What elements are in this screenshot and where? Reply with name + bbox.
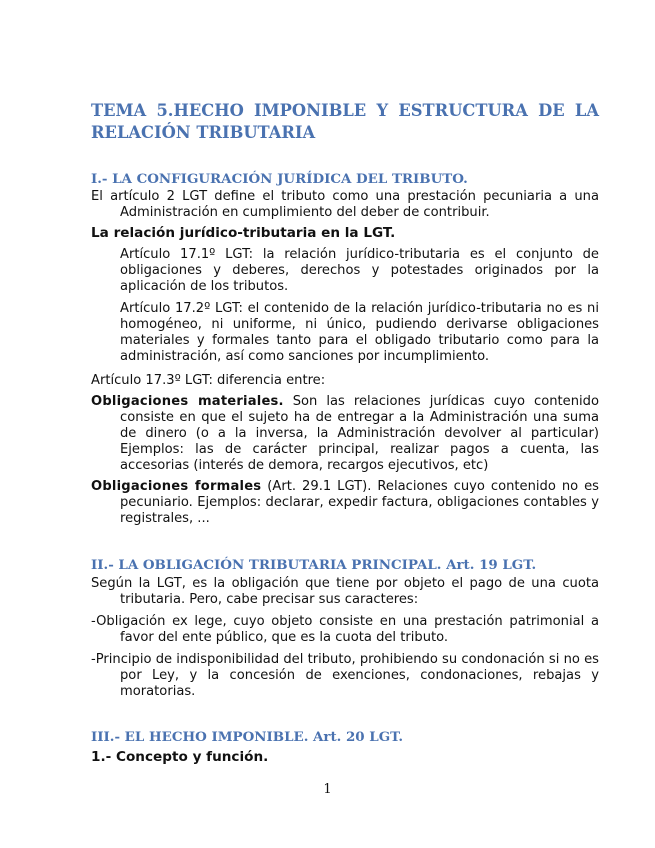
section-3 xyxy=(91,729,599,766)
section-2 xyxy=(91,557,599,700)
section-2-item-ex-lege: -Obligación ex lege, cuyo objeto consiste en una prestación patrimonial a favor del ente público, que es la cuota del tributo. xyxy=(91,614,599,645)
obligaciones-formales-label: Obligaciones formales xyxy=(91,479,262,494)
obligaciones-formales-text: (Art. 29.1 LGT). Relaciones cuyo contenido no es pecuniario. Ejemplos: declarar, expedir factura, obligaciones contables y registrales, ... xyxy=(120,479,600,526)
section-1 xyxy=(91,171,599,527)
page-number: 1 xyxy=(323,782,332,797)
document-page xyxy=(91,100,599,766)
article-17-3-paragraph: Artículo 17.3º LGT: diferencia entre: xyxy=(91,373,326,388)
obligaciones-materiales-label: Obligaciones materiales. xyxy=(91,394,284,409)
document-title: TEMA 5.HECHO IMPONIBLE Y ESTRUCTURA DE LA RELACIÓN TRIBUTARIA xyxy=(91,101,599,142)
section-2-item-indisponibilidad: -Principio de indisponibilidad del tributo, prohibiendo su condonación si no es por Ley, y la concesión de exenciones, condonaciones, rebajas y moratorias. xyxy=(91,652,599,699)
section-3-heading: III.- EL HECHO IMPONIBLE. Art. 20 LGT. xyxy=(91,729,404,745)
section-3-subheading: 1.- Concepto y función. xyxy=(91,749,269,765)
article-17-2-paragraph: Artículo 17.2º LGT: el contenido de la relación jurídico-tributaria no es ni homogéneo, ni uniforme, ni único, pudiendo derivarse obligaciones materiales y formales tanto para el obligado tributario como para la administración, así como sanciones por incumplimiento. xyxy=(120,301,599,364)
obligaciones-materiales-paragraph xyxy=(91,394,599,474)
section-1-intro: El artículo 2 LGT define el tributo como una prestación pecuniaria a una Administración en cumplimiento del deber de contribuir. xyxy=(91,189,599,220)
obligaciones-materiales-text: Son las relaciones jurídicas cuyo contenido consiste en que el sujeto ha de entregar a la Administración una suma de dinero (o a la inversa, la Administración devolver al particular) Ejemplos: las de carácter principal, realizar pagos a cuenta, las accesorias (interés de demora, recargos ejecutivos, etc) xyxy=(120,394,599,473)
section-1-subheading: La relación jurídico-tributaria en la LGT. xyxy=(91,225,396,241)
section-2-intro: Según la LGT, es la obligación que tiene por objeto el pago de una cuota tributaria. Pero, cabe precisar sus caracteres: xyxy=(91,576,599,607)
section-2-heading: II.- LA OBLIGACIÓN TRIBUTARIA PRINCIPAL. Art. 19 LGT. xyxy=(91,557,537,573)
section-1-heading: I.- LA CONFIGURACIÓN JURÍDICA DEL TRIBUTO. xyxy=(91,171,468,187)
obligaciones-formales-paragraph xyxy=(91,479,599,527)
article-17-1-paragraph: Artículo 17.1º LGT: la relación jurídico-tributaria es el conjunto de obligaciones y deberes, derechos y potestades originados por la aplicación de los tributos. xyxy=(120,247,599,294)
